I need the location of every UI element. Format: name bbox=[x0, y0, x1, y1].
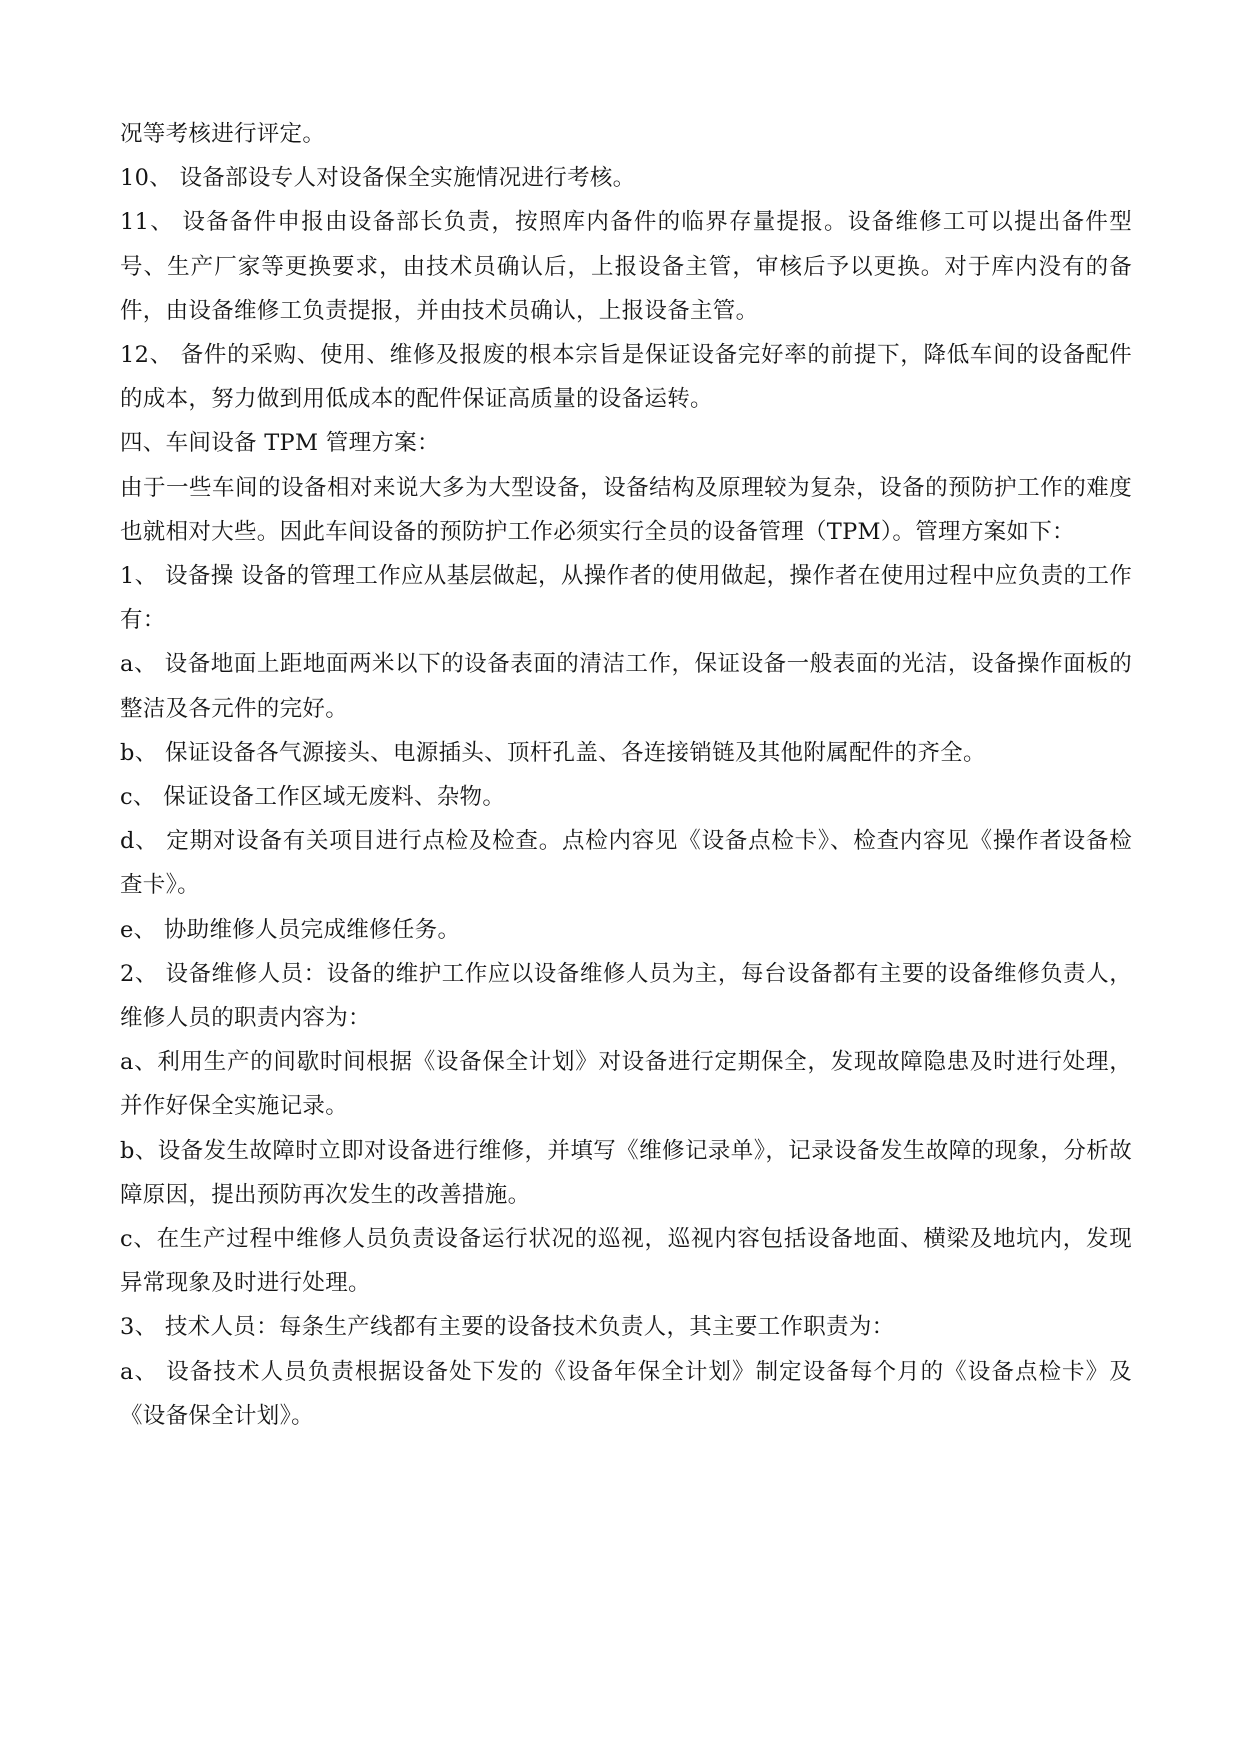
paragraph-item-12: 12、 备件的采购、使用、维修及报废的根本宗旨是保证设备完好率的前提下，降低车间的设备配件的成本，努力做到用低成本的配件保证高质量的设备运转。 bbox=[120, 342, 1132, 413]
list-item-a: a、 设备地面上距地面两米以下的设备表面的清洁工作，保证设备一般表面的光洁，设备操作面板的整洁及各元件的完好。 bbox=[120, 651, 1132, 722]
list-item-d: d、 定期对设备有关项目进行点检及检查。点检内容见《设备点检卡》、检查内容见《操作者设备检查卡》。 bbox=[120, 828, 1132, 899]
paragraph-item-11: 11、 设备备件申报由设备部长负责，按照库内备件的临界存量提报。设备维修工可以提出备件型号、生产厂家等更换要求，由技术员确认后，上报设备主管，审核后予以更换。对于库内没有的备件，由设备维修工负责提报，并由技术员确认，上报设备主管。 bbox=[120, 209, 1132, 324]
maintenance-item-c: c、在生产过程中维修人员负责设备运行状况的巡视，巡视内容包括设备地面、横梁及地坑内，发现异常现象及时进行处理。 bbox=[120, 1226, 1132, 1297]
paragraph-item-3-technician: 3、 技术人员：每条生产线都有主要的设备技术负责人，其主要工作职责为： bbox=[120, 1314, 895, 1341]
paragraph-item-10: 10、 设备部设专人对设备保全实施情况进行考核。 bbox=[120, 165, 636, 192]
technician-item-a: a、 设备技术人员负责根据设备处下发的《设备年保全计划》制定设备每个月的《设备点检卡》及《设备保全计划》。 bbox=[120, 1358, 1132, 1429]
paragraph-item-1-operator: 1、 设备操 设备的管理工作应从基层做起，从操作者的使用做起，操作者在使用过程中应负责的工作有： bbox=[120, 563, 1132, 634]
list-item-c: c、 保证设备工作区域无废料、杂物。 bbox=[120, 784, 506, 811]
document-page bbox=[120, 112, 1132, 1438]
section-heading-tpm: 四、车间设备 TPM 管理方案： bbox=[120, 430, 440, 457]
maintenance-item-b: b、设备发生故障时立即对设备进行维修，并填写《维修记录单》，记录设备发生故障的现象，分析故障原因，提出预防再次发生的改善措施。 bbox=[120, 1137, 1132, 1208]
paragraph-continuation: 况等考核进行评定。 bbox=[120, 121, 326, 147]
paragraph-item-2-maintenance: 2、 设备维修人员：设备的维护工作应以设备维修人员为主，每台设备都有主要的设备维修负责人，维修人员的职责内容为： bbox=[120, 960, 1132, 1032]
paragraph-tpm-intro: 由于一些车间的设备相对来说大多为大型设备，设备结构及原理较为复杂，设备的预防护工作的难度也就相对大些。因此车间设备的预防护工作必须实行全员的设备管理（TPM）。管理方案如下： bbox=[120, 474, 1132, 545]
list-item-e: e、 协助维修人员完成维修任务。 bbox=[120, 916, 461, 943]
list-item-b: b、 保证设备各气源接头、电源插头、顶杆孔盖、各连接销链及其他附属配件的齐全。 bbox=[120, 739, 986, 766]
maintenance-item-a: a、利用生产的间歇时间根据《设备保全计划》对设备进行定期保全，发现故障隐患及时进行处理，并作好保全实施记录。 bbox=[120, 1049, 1132, 1120]
